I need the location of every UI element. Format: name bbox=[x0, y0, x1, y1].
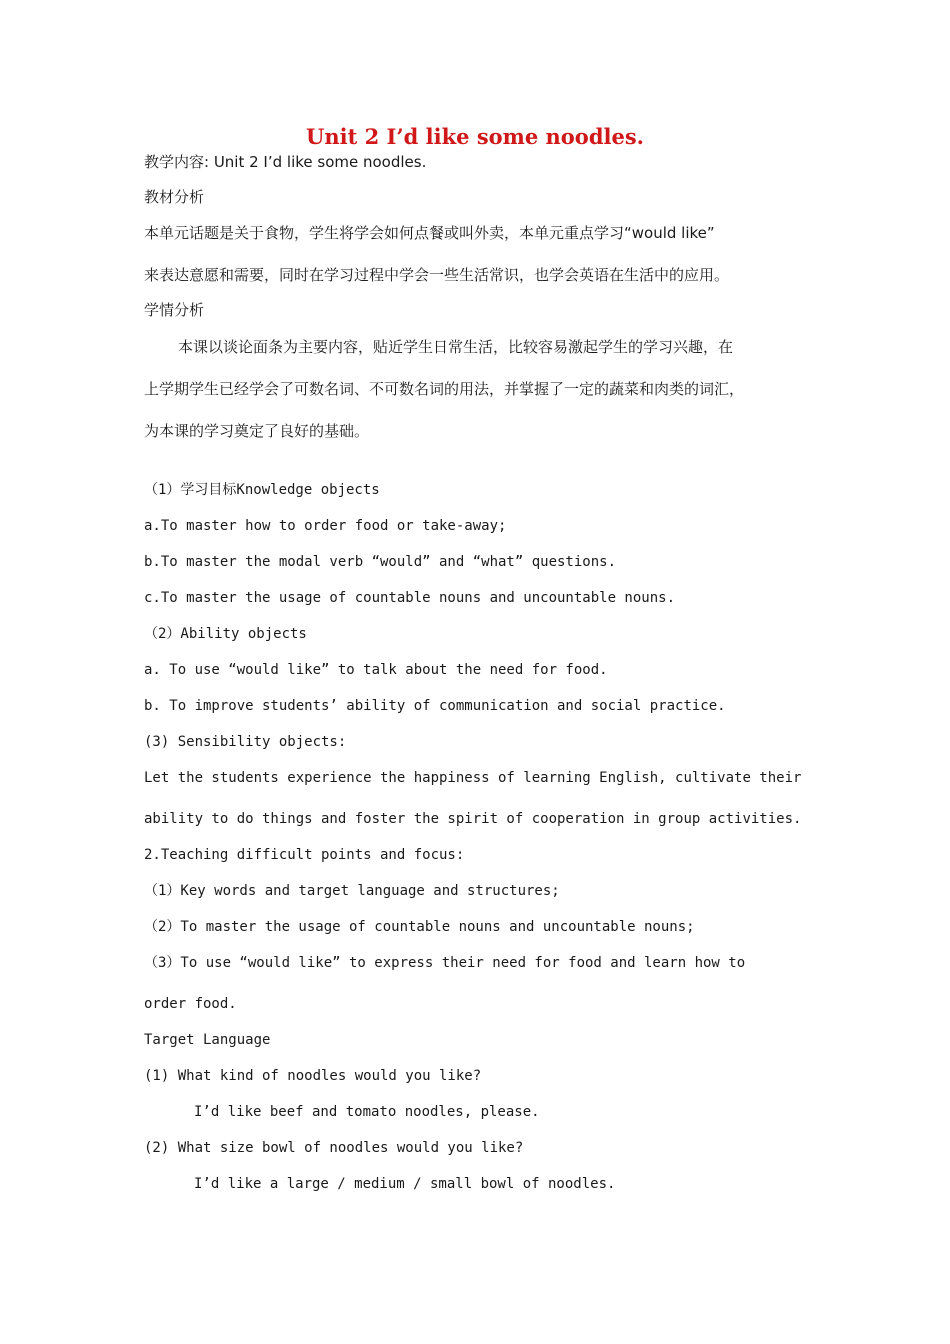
list-item: a. To use “would like” to talk about the need for food. bbox=[144, 662, 608, 678]
list-item: b. To improve students’ ability of communication and social practice. bbox=[144, 698, 726, 714]
heading-knowledge-objects: （1）学习目标Knowledge objects bbox=[144, 482, 380, 498]
heading-ability-objects: （2）Ability objects bbox=[144, 626, 307, 642]
list-item: （3）To use “would like” to express their need for food and learn how to bbox=[144, 955, 746, 971]
teaching-content-line: 教学内容: Unit 2 I’d like some noodles. bbox=[144, 153, 427, 171]
question-line: (2) What size bowl of noodles would you like? bbox=[144, 1140, 524, 1156]
paragraph-line: ability to do things and foster the spirit of cooperation in group activities. bbox=[144, 811, 802, 827]
heading-difficult-points: 2.Teaching difficult points and focus: bbox=[144, 847, 465, 863]
paragraph-line: 来表达意愿和需要，同时在学习过程中学会一些生活常识，也学会英语在生活中的应用。 bbox=[144, 266, 730, 284]
answer-line: I’d like a large / medium / small bowl of noodles. bbox=[194, 1176, 616, 1192]
question-line: (1) What kind of noodles would you like? bbox=[144, 1068, 482, 1084]
heading-sensibility-objects: (3) Sensibility objects: bbox=[144, 734, 347, 750]
heading-target-language: Target Language bbox=[144, 1032, 271, 1048]
paragraph-line: 本课以谈论面条为主要内容，贴近学生日常生活，比较容易激起学生的学习兴趣，在 bbox=[178, 338, 734, 356]
paragraph-line: Let the students experience the happiness of learning English, cultivate their bbox=[144, 770, 802, 786]
paragraph-line: 本单元话题是关于食物，学生将学会如何点餐或叫外卖，本单元重点学习“would like” bbox=[144, 224, 715, 242]
list-item: c.To master the usage of countable nouns and uncountable nouns. bbox=[144, 590, 676, 606]
paragraph-line: 上学期学生已经学会了可数名词、不可数名词的用法，并掌握了一定的蔬菜和肉类的词汇， bbox=[144, 380, 745, 398]
list-item-continued: order food. bbox=[144, 996, 237, 1012]
heading-student-analysis: 学情分析 bbox=[144, 301, 205, 319]
heading-material-analysis: 教材分析 bbox=[144, 188, 205, 206]
list-item: b.To master the modal verb “would” and “what” questions. bbox=[144, 554, 617, 570]
paragraph-line: 为本课的学习奠定了良好的基础。 bbox=[144, 422, 370, 440]
list-item: a.To master how to order food or take-away; bbox=[144, 518, 507, 534]
document-title: Unit 2 I’d like some noodles. bbox=[306, 124, 644, 149]
answer-line: I’d like beef and tomato noodles, please. bbox=[194, 1104, 540, 1120]
list-item: （1）Key words and target language and structures; bbox=[144, 883, 560, 899]
list-item: （2）To master the usage of countable nouns and uncountable nouns; bbox=[144, 919, 695, 935]
